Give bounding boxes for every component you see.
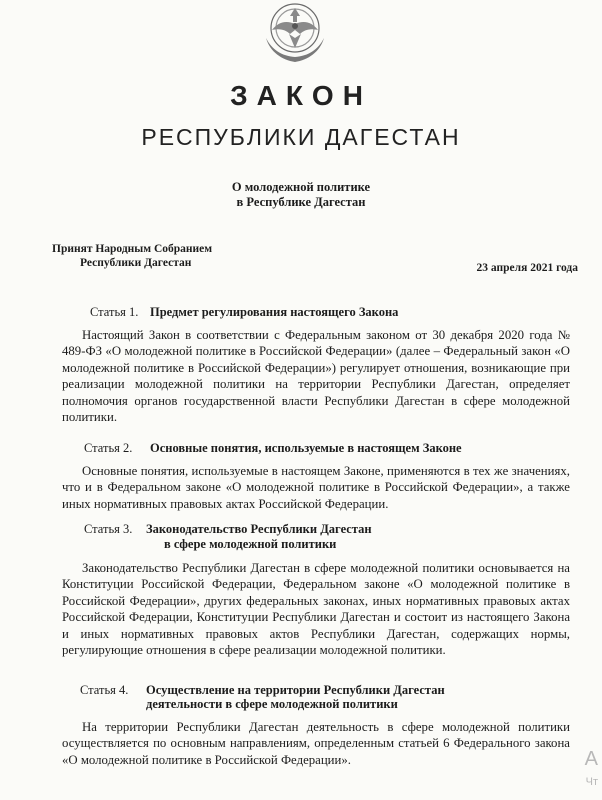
article-heading <box>0 522 602 554</box>
law-subtitle <box>0 180 602 210</box>
article-number: Статья 4. <box>80 683 129 697</box>
article-text <box>62 560 570 658</box>
article-number: Статья 1. <box>90 305 139 319</box>
article-text <box>62 327 570 425</box>
adoption-line1: Принят Народным Собранием <box>52 243 213 255</box>
article-title: Предмет регулирования настоящего Закона <box>150 305 399 319</box>
law-subtitle-line2: в Республике Дагестан <box>236 195 366 209</box>
article-title: Осуществление на территории Республики Дагестан <box>146 683 445 697</box>
article-3 <box>0 522 602 658</box>
overlay-letter: А <box>584 748 598 770</box>
article-text <box>62 463 570 512</box>
adoption-line2: Республики Дагестан <box>80 257 192 269</box>
article-heading <box>0 683 602 715</box>
dagestan-coat-of-arms-emblem <box>256 0 334 68</box>
article-paragraph: Основные понятия, используемые в настоящем Законе, применяются в тех же значениях, что и в Федеральном законе «О молодежной политике в Российской Федерации», а также иных нормативных правовых актах Российской Федерации. <box>62 464 570 511</box>
article-number: Статья 3. <box>84 522 133 536</box>
law-heading: ЗАКОН <box>230 80 372 111</box>
overlay-text: Чт <box>585 776 598 788</box>
adoption-date: 23 апреля 2021 года <box>476 262 578 274</box>
article-paragraph: На территории Республики Дагестан деятельность в сфере молодежной политики осуществляется по основным направлениям, определенным статьей 6 Федерального закона «О молодежной политике в Российской Федерации». <box>62 720 570 767</box>
republic-heading: РЕСПУБЛИКИ ДАГЕСТАН <box>141 124 461 150</box>
law-subtitle-line1: О молодежной политике <box>231 180 371 194</box>
article-4 <box>0 683 602 767</box>
article-title-line2: в сфере молодежной политики <box>164 537 337 551</box>
article-number: Статья 2. <box>84 441 133 455</box>
article-paragraph: Настоящий Закон в соответствии с Федеральным законом от 30 декабря 2020 года № 489-ФЗ «О молодежной политике в Российской Федерации» (далее – Федеральный закон «О молодежной политике в Российской Федерации») регулирует отношения, возникающие при реализации молодежной политики на территории Республики Дагестан, определяет полномочия органов государственной власти Республики Дагестан в сфере молодежной политики. <box>62 328 570 425</box>
article-text <box>62 719 570 768</box>
article-title: Законодательство Республики Дагестан <box>146 522 372 536</box>
article-title: Основные понятия, используемые в настоящем Законе <box>150 441 462 455</box>
adoption-note <box>52 242 212 270</box>
article-paragraph: Законодательство Республики Дагестан в сфере молодежной политики основывается на Конституции Российской Федерации, Федеральном законе «О молодежной политике в Российской Федерации», других федеральных законах, иных нормативных правовых актах Российской Федерации, Конституции Республики Дагестан и состоит из настоящего Закона и иных нормативных правовых актов Республики Дагестан, содержащих нормы, регулирующие отношения в сфере реализации молодежной политики. <box>62 561 570 658</box>
article-title-line2: деятельности в сфере молодежной политики <box>146 697 398 711</box>
